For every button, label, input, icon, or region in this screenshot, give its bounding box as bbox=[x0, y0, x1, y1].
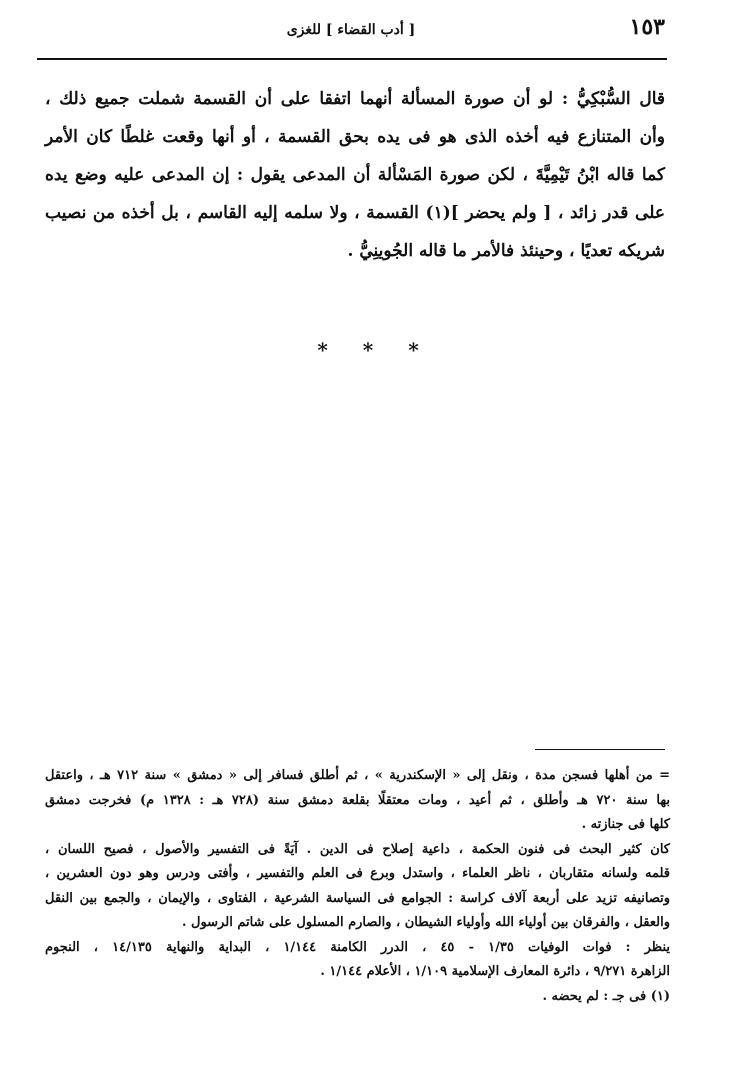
page-number: ١٥٣ bbox=[629, 14, 665, 40]
footnotes bbox=[45, 764, 670, 1009]
footnote-line: والعقل ، والفرقان بين أولياء الله وأولياء الشيطان ، والصارم المسلول على شاتم الرسول . bbox=[181, 915, 670, 930]
footnote-line: قلمه ولسانه متقاربان ، ناظر العلماء ، واستدل وبرع فى العلم والتفسير ، وأفتى ودرس وهو دون العشرين ، bbox=[45, 866, 670, 881]
running-title: [ أدب القضاء ] للغزى bbox=[286, 22, 416, 38]
footnote-line: وتصانيفه تزيد على أربعة آلاف كراسة : الجوامع فى السياسة الشرعية ، الفتاوى ، والإيمان ، والجمع بين النقل bbox=[45, 890, 670, 906]
main-text bbox=[45, 80, 665, 270]
footnote-line: الزاهرة ٩/٢٧١ ، دائرة المعارف الإسلامية ١/١٠٩ ، الأعلام ١/١٤٤ . bbox=[320, 964, 670, 979]
text-line: على قدر زائد ، [ ولم يحضر ](١) القسمة ، ولا سلمه إليه القاسم ، بل أخذه من نصيب bbox=[45, 203, 665, 223]
text-line: قال السُّبْكِيُّ : لو أن صورة المسألة أنهما اتفقا على أن القسمة شملت جميع ذلك ، bbox=[45, 89, 665, 109]
footnote-rule bbox=[535, 749, 665, 750]
footnote-line: بها سنة ٧٢٠ هـ وأطلق ، ثم أعيد ، ومات معتقلًا بقلعة دمشق سنة (٧٢٨ هـ : ١٣٢٨ م) فخرجت دمشق bbox=[45, 792, 670, 808]
page-header bbox=[37, 14, 665, 46]
section-separator: * * * bbox=[317, 338, 433, 362]
footnote-line: كان كثير البحث فى فنون الحكمة ، داعية إصلاح فى الدين . آيَةً فى التفسير والأصول ، فصيح اللسان ، bbox=[45, 841, 670, 857]
footnote-line: كلها فى جنازته . bbox=[581, 817, 670, 832]
footnote-line: = من أهلها فسجن مدة ، ونقل إلى « الإسكندرية » ، ثم أطلق فسافر إلى « دمشق » سنة ٧١٢ هـ ، واعتقل bbox=[45, 768, 670, 783]
footnote-line: (١) فى جـ : لم يحضه . bbox=[542, 988, 670, 1004]
text-line: كما قاله ابْنُ تَيْمِيَّةَ ، لكن صورة المَسْألة أن المدعى يقول : إن المدعى عليه وضع يده bbox=[45, 165, 665, 185]
header-rule bbox=[37, 58, 667, 60]
text-line: شريكه تعديًا ، وحينئذ فالأمر ما قاله الجُوينِيُّ . bbox=[347, 241, 665, 261]
footnote-line: ينظر : فوات الوفيات ١/٣٥ - ٤٥ ، الدرر الكامنة ١/١٤٤ ، البداية والنهاية ١٤/١٣٥ ، النجوم bbox=[45, 939, 671, 955]
text-line: وأن المتنازع فيه أخذه الذى هو فى يده بحق القسمة ، أو أنها وقعت غلطًا كان الأمر bbox=[45, 127, 665, 147]
